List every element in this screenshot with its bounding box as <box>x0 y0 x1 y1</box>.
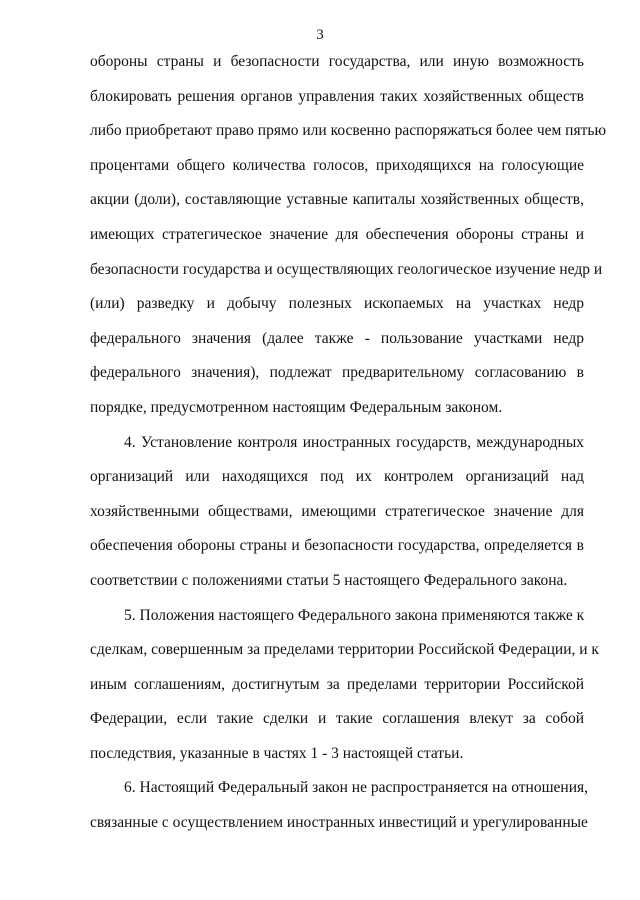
paragraph <box>90 771 588 840</box>
text-line: 6. Настоящий Федеральный закон не распространяется на отношения, <box>124 779 588 797</box>
text-line: либо приобретают право прямо или косвенно распоряжаться более чем пятью <box>90 122 607 140</box>
text-line: Федерации, если такие сделки и такие соглашения влекут за собой <box>90 710 584 728</box>
text-line: обороны страны и безопасности государства, или иную возможность <box>90 53 584 70</box>
text-line: федерального значения (далее также - пользование участками недр <box>90 329 584 347</box>
text-line: (или) разведку и добычу полезных ископаемых на участках недр <box>90 295 584 313</box>
text-line: связанные с осуществлением иностранных инвестиций и урегулированные <box>90 814 588 832</box>
page-number: 3 <box>316 27 324 43</box>
text-line: сделкам, совершенным за пределами территории Российской Федерации, и к <box>90 641 599 659</box>
document-body <box>90 45 607 841</box>
text-line: процентами общего количества голосов, приходящихся на голосующие <box>90 156 584 174</box>
text-line: иным соглашениям, достигнутым за пределами территории Российской <box>90 675 584 693</box>
text-line: соответствии с положениями статьи 5 настоящего Федерального закона. <box>90 571 568 589</box>
text-line: 4. Установление контроля иностранных государств, международных <box>124 433 584 451</box>
paragraph <box>90 599 599 772</box>
text-line: имеющих стратегическое значение для обеспечения обороны страны и <box>90 225 584 243</box>
text-line: федерального значения), подлежат предварительному согласованию в <box>90 364 584 382</box>
text-line: 5. Положения настоящего Федерального закона применяются также к <box>124 606 585 624</box>
text-line: безопасности государства и осуществляющих геологическое изучение недр и <box>90 260 603 278</box>
text-line: организаций или находящихся под их контролем организаций над <box>90 468 584 486</box>
text-line: последствия, указанные в частях 1 - 3 настоящей статьи. <box>90 744 464 762</box>
text-line: хозяйственными обществами, имеющими стратегическое значение для <box>90 502 584 520</box>
paragraph <box>90 426 584 599</box>
text-line: обеспечения обороны страны и безопасности государства, определяется в <box>90 537 584 555</box>
paragraph <box>90 45 607 426</box>
text-line: акции (доли), составляющие уставные капиталы хозяйственных обществ, <box>90 191 584 209</box>
text-line: блокировать решения органов управления таких хозяйственных обществ <box>90 87 584 105</box>
text-line: порядке, предусмотренном настоящим Федеральным законом. <box>90 398 503 416</box>
